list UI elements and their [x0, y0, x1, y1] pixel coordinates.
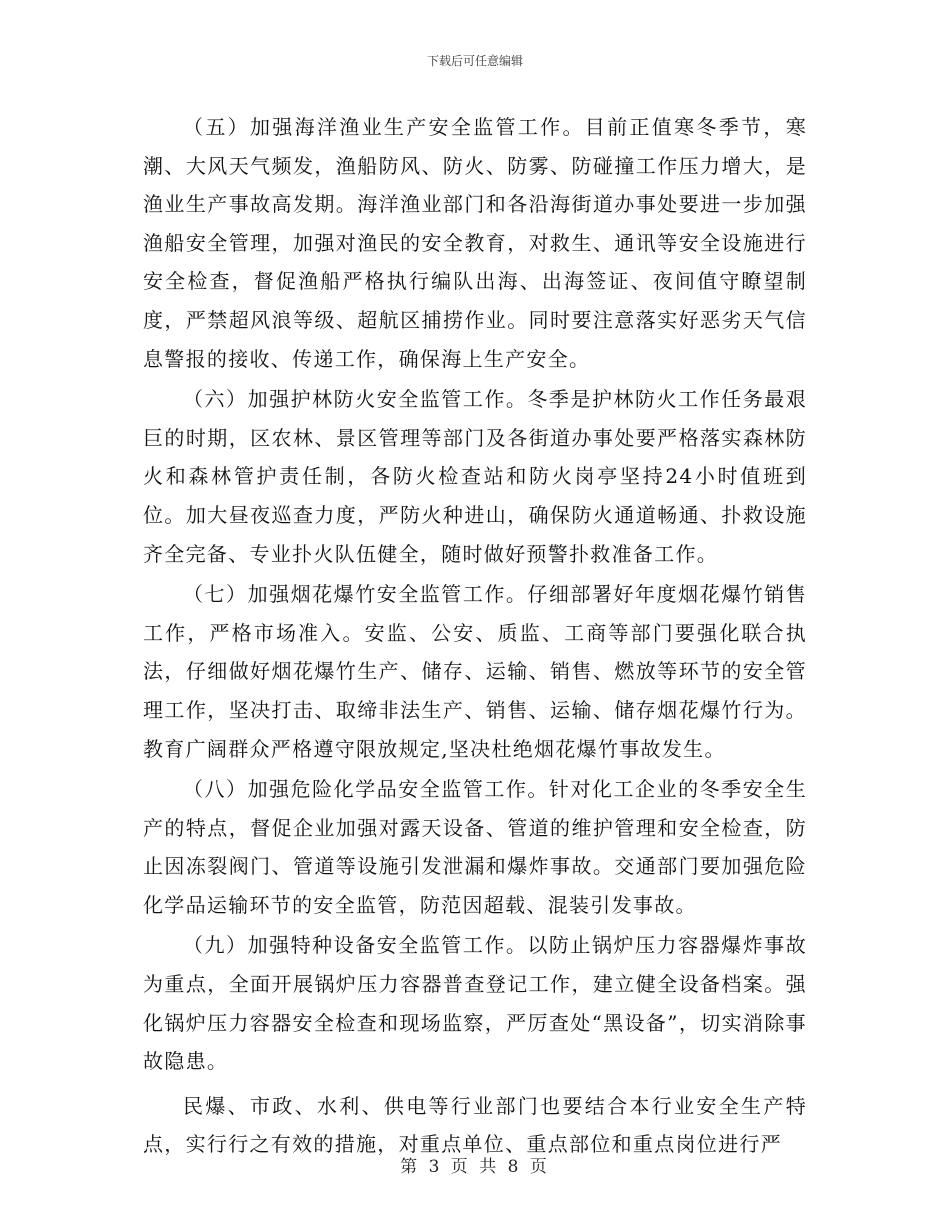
paragraph-hazardous-chemicals-safety: （八）加强危险化学品安全监管工作。针对化工企业的冬季安全生产的特点，督促企业加强对露天设备、管道的维护管理和安全检查，防止因冻裂阀门、管道等设施引发泄漏和爆炸事故。交通部门要加强危险化学品运输环节的安全监管，防范因超载、混装引发事故。: [143, 777, 807, 917]
page-header-note: 下载后可任意编辑: [426, 54, 523, 68]
page-number: 第 3 页 共 8 页: [400, 1157, 550, 1177]
paragraph-industry-departments: 民爆、市政、水利、供电等行业部门也要结合本行业安全生产特点，实行行之有效的措施，对重点单位、重点部位和重点岗位进行严: [143, 1093, 807, 1157]
paragraph-fireworks-safety: （七）加强烟花爆竹安全监管工作。仔细部署好年度烟花爆竹销售工作，严格市场准入。安监、公安、质监、工商等部门要强化联合执法，仔细做好烟花爆竹生产、储存、运输、销售、燃放等环节的安全管理工作，坚决打击、取缔非法生产、销售、运输、储存烟花爆竹行为。教育广阔群众严格遵守限放规定,坚决杜绝烟花爆竹事故发生。: [143, 582, 807, 761]
document-body: [143, 108, 807, 1164]
paragraph-special-equipment-safety: （九）加强特种设备安全监管工作。以防止锅炉压力容器爆炸事故为重点，全面开展锅炉压力容器普查登记工作，建立健全设备档案。强化锅炉压力容器安全检查和现场监察，严厉查处“黑设备”，切实消除事故隐患。: [143, 933, 807, 1074]
paragraph-fishery-safety: （五）加强海洋渔业生产安全监管工作。目前正值寒冬季节，寒潮、大风天气频发，渔船防风、防火、防雾、防碰撞工作压力增大，是渔业生产事故高发期。海洋渔业部门和各沿海街道办事处要进一步加强渔船安全管理，加强对渔民的安全教育，对救生、通讯等安全设施进行安全检查，督促渔船严格执行编队出海、出海签证、夜间值守瞭望制度，严禁超风浪等级、超航区捕捞作业。同时要注意落实好恶劣天气信息警报的接收、传递工作，确保海上生产安全。: [143, 115, 807, 371]
paragraph-forest-fire-safety: （六）加强护林防火安全监管工作。冬季是护林防火工作任务最艰巨的时期，区农林、景区管理等部门及各街道办事处要严格落实森林防火和森林管护责任制，各防火检查站和防火岗亭坚持24小时值班到位。加大昼夜巡查力度，严防火种进山，确保防火通道畅通、扑救设施齐全完备、专业扑火队伍健全，随时做好预警扑救准备工作。: [143, 387, 807, 566]
